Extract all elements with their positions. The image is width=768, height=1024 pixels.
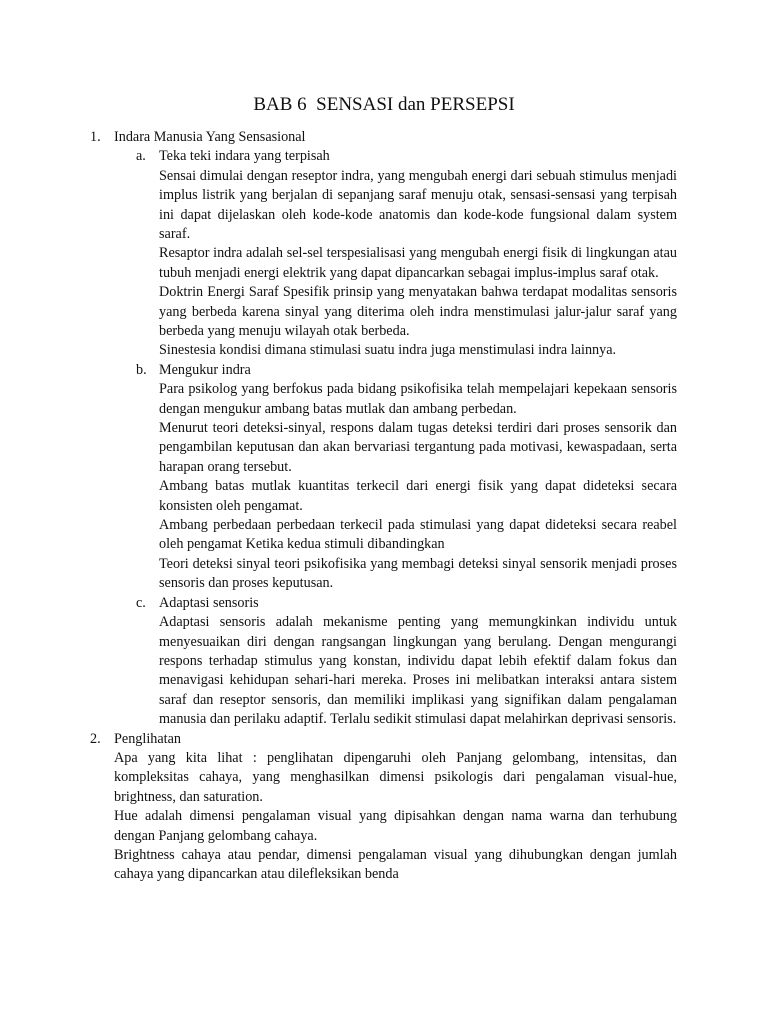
subsection-heading-1c bbox=[0, 594, 768, 613]
paragraph: Doktrin Energi Saraf Spesifik prinsip yang menyatakan bahwa terdapat modalitas sensoris yang berbeda karena sinyal yang diterima oleh indra menstimulasi jalur-jalur saraf yang berbeda yang menuju wilayah otak berbeda. bbox=[159, 284, 677, 340]
subsection-title: Mengukur indra bbox=[159, 361, 251, 378]
section-number: 2. bbox=[90, 730, 101, 747]
subsection-body-1b bbox=[159, 380, 677, 593]
page-title: BAB 6 SENSASI dan PERSEPSI bbox=[253, 94, 515, 115]
section-title: Penglihatan bbox=[114, 730, 181, 747]
subsection-heading-1a bbox=[0, 147, 768, 166]
paragraph: Brightness cahaya atau pendar, dimensi pengalaman visual yang dihubungkan dengan jumlah cahaya yang dipancarkan atau dilefleksikan benda bbox=[114, 846, 677, 883]
subsection-body-1a bbox=[159, 167, 677, 361]
section-title: Indara Manusia Yang Sensasional bbox=[114, 129, 306, 145]
section-heading-2 bbox=[0, 730, 768, 749]
subsection-title: Adaptasi sensoris bbox=[159, 594, 259, 611]
subsection-heading-1b bbox=[0, 361, 768, 380]
section-heading-1 bbox=[0, 128, 768, 147]
subsection-letter: c. bbox=[136, 594, 146, 611]
paragraph: Apa yang kita lihat : penglihatan dipengaruhi oleh Panjang gelombang, intensitas, dan kompleksitas cahaya, yang menghasilkan dimensi psikologis dari pengalaman visual-hue, brightness, dan saturation. bbox=[114, 749, 677, 805]
paragraph: Resaptor indra adalah sel-sel terspesialisasi yang mengubah energi fisik di lingkungan atau tubuh menjadi energi elektrik yang dapat dipancarkan sebagai implus-implus saraf otak. bbox=[159, 245, 677, 281]
subsection-body-1c bbox=[159, 613, 677, 729]
paragraph: Hue adalah dimensi pengalaman visual yang dipisahkan dengan nama warna dan terhubung dengan Panjang gelombang cahaya. bbox=[114, 808, 677, 844]
paragraph: Adaptasi sensoris adalah mekanisme penting yang memungkinkan individu untuk menyesuaikan diri dengan rangsangan lingkungan yang berulang. Dengan mengurangi respons terhadap stimulus yang konstan, individu dapat lebih efektif dalam fokus dan menavigasi kehidupan sehari-hari mereka. Proses ini melibatkan interaksi antara sistem saraf dan reseptor sensoris, dan memiliki implikasi yang signifikan dalam pengalaman manusia dan perilaku adaptif. Terlalu sedikit stimulasi dapat melahirkan deprivasi sensoris. bbox=[159, 614, 677, 728]
paragraph: Teori deteksi sinyal teori psikofisika yang membagi deteksi sinyal sensorik menjadi proses sensoris dan proses keputusan. bbox=[159, 555, 677, 592]
paragraph: Sinestesia kondisi dimana stimulasi suatu indra juga menstimulasi indra lainnya. bbox=[159, 342, 617, 359]
section-body-2 bbox=[114, 749, 677, 885]
paragraph: Ambang perbedaan perbedaan terkecil pada stimulasi yang dapat dideteksi secara reabel oleh pengamat Ketika kedua stimuli dibandingkan bbox=[159, 517, 677, 553]
paragraph: Ambang batas mutlak kuantitas terkecil dari energi fisik yang dapat dideteksi secara konsisten oleh pengamat. bbox=[159, 478, 677, 514]
document-body bbox=[0, 128, 768, 885]
paragraph: Sensai dimulai dengan reseptor indra, yang mengubah energi dari sebuah stimulus menjadi implus listrik yang berjalan di sepanjang saraf menuju otak, sensasi-sensasi yang terpisah ini dapat dijelaskan oleh kode-kode anatomis dan kode-kode fungsional dalam system saraf. bbox=[159, 167, 677, 242]
subsection-letter: b. bbox=[136, 361, 147, 378]
paragraph: Menurut teori deteksi-sinyal, respons dalam tugas deteksi terdiri dari proses sensorik dan pengambilan keputusan dan akan bervariasi tergantung pada motivasi, kewaspadaan, serta harapan orang tersebut. bbox=[159, 420, 677, 475]
section-number: 1. bbox=[90, 129, 101, 145]
paragraph: Para psikolog yang berfokus pada bidang psikofisika telah mempelajari kepekaan sensoris dengan mengukur ambang batas mutlak dan ambang perbedan. bbox=[159, 381, 677, 417]
subsection-letter: a. bbox=[136, 148, 146, 165]
subsection-title: Teka teki indara yang terpisah bbox=[159, 148, 330, 165]
